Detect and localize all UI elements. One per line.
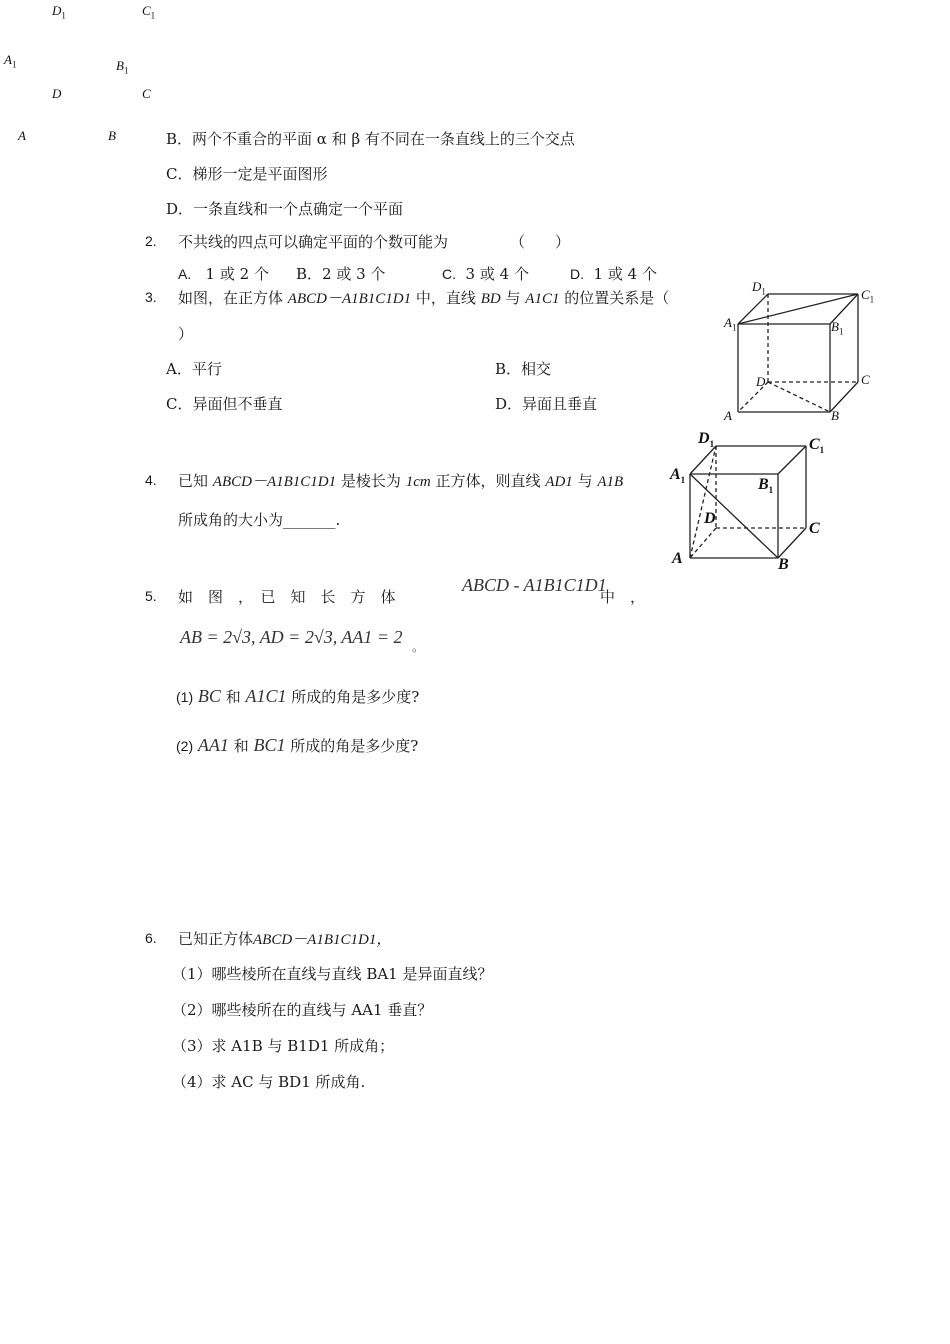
q6-item-2: （2）哪些棱所在的直线与 AA1 垂直？ — [172, 1001, 433, 1019]
q5-sub1: (1) BC 和 A1C1 所成的角是多少度? — [176, 686, 420, 706]
q3-line-bd: BD — [480, 291, 501, 307]
q5-period: 。 — [412, 640, 425, 654]
q3-label-d1: $D_1$ — [752, 279, 766, 297]
q5-given: AB = 2√3, AD = 2√3, AA1 = 2 — [180, 627, 403, 647]
q5-sub2: (2) AA1 和 BC1 所成的角是多少度? — [176, 735, 419, 755]
q3-label-a1: $A_1$ — [724, 315, 737, 333]
q4-label-d: D — [704, 510, 716, 527]
q2-option-b: B．2 或 3 个 — [296, 265, 386, 283]
q3-cube-figure — [718, 278, 880, 424]
q6-item-3: （3）求 A1B 与 B1D1 所成角； — [172, 1037, 395, 1055]
q6-solid: ABCD－A1B1C1D1， — [253, 932, 392, 948]
q3-line-a1c1: A1C1 — [525, 291, 560, 307]
q5-solid: ABCD - A1B1C1D1 — [462, 575, 607, 595]
q3-solid: ABCD－A1B1C1D1 — [287, 291, 412, 307]
q3-close-paren: ） — [178, 325, 194, 343]
q3-label-d: D — [756, 374, 766, 389]
q3-number: 3. — [145, 289, 157, 305]
q4-label-c1: $C_1$ — [809, 436, 825, 456]
q2-option-c: C. 3 或 4 个 — [442, 265, 529, 283]
q3-text: 如图，在正方体 ABCD－A1B1C1D1 中，直线 BD 与 A1C1 的位置关系是（ — [178, 289, 670, 307]
label-b: B — [108, 128, 116, 143]
q4-line-ad1: AD1 — [545, 474, 573, 490]
q4-line-a1b: A1B — [597, 474, 624, 490]
q1-option-b: B．两个不重合的平面 α 和 β 有不同在一条直线上的三个交点 — [166, 130, 575, 148]
q4-label-c: C — [809, 520, 820, 537]
label-a1: $A_1$ — [4, 52, 17, 70]
q3-label-b: B — [831, 408, 839, 423]
q2-option-d: D. 1 或 4 个 — [570, 265, 657, 283]
q2-number: 2. — [145, 233, 157, 249]
q3-option-d: D．异面且垂直 — [495, 395, 598, 413]
q2-blank: （ ） — [510, 233, 571, 251]
q4-label-a1: $A_1$ — [670, 466, 686, 486]
label-c1: $C_1$ — [142, 3, 156, 21]
q5-number: 5. — [145, 588, 157, 604]
q5-text-suffix: 中 ， — [600, 588, 646, 606]
q3-option-b: B．相交 — [495, 360, 552, 378]
q4-answer-line: 所成角的大小为_______. — [178, 511, 341, 529]
q4-edge: 1cm — [405, 474, 431, 490]
label-c: C — [142, 86, 151, 101]
label-b1: $B_1$ — [116, 58, 129, 76]
label-a: A — [18, 128, 26, 143]
q2-option-a: A. 1 或 2 个 — [178, 265, 269, 283]
q3-label-b1: $B_1$ — [831, 319, 844, 337]
q6-item-1: （1）哪些棱所在直线与直线 BA1 是异面直线？ — [172, 965, 493, 983]
q4-label-a: A — [672, 550, 683, 567]
q3-option-c: C．异面但不垂直 — [166, 395, 283, 413]
q6-text: 已知正方体ABCD－A1B1C1D1， — [178, 930, 392, 948]
q4-solid: ABCD－A1B1C1D1 — [212, 474, 337, 490]
q6-number: 6. — [145, 930, 157, 946]
q4-label-b1: $B_1$ — [758, 476, 774, 496]
q2-text: 不共线的四点可以确定平面的个数可能为 — [178, 233, 449, 251]
q4-label-b: B — [778, 556, 789, 573]
label-d: D — [52, 86, 62, 101]
label-d1: $D_1$ — [52, 3, 66, 21]
q1-option-d: D．一条直线和一个点确定一个平面 — [166, 200, 404, 218]
q1-option-c: C．梯形一定是平面图形 — [166, 165, 328, 183]
q4-number: 4. — [145, 472, 157, 488]
q4-cube-figure — [668, 428, 840, 576]
q4-text: 已知 ABCD－A1B1C1D1 是棱长为 1cm 正方体，则直线 AD1 与 A1B — [178, 472, 624, 490]
q6-item-4: （4）求 AC 与 BD1 所成角. — [172, 1073, 366, 1091]
q5-text: 如 图 ， 已 知 长 方 体 — [178, 588, 396, 606]
q3-label-c1: $C_1$ — [861, 287, 875, 305]
q3-label-c: C — [861, 372, 870, 387]
q3-label-a: A — [724, 408, 732, 423]
q3-option-a: A．平行 — [166, 360, 222, 378]
q4-label-d1: $D_1$ — [698, 430, 715, 450]
